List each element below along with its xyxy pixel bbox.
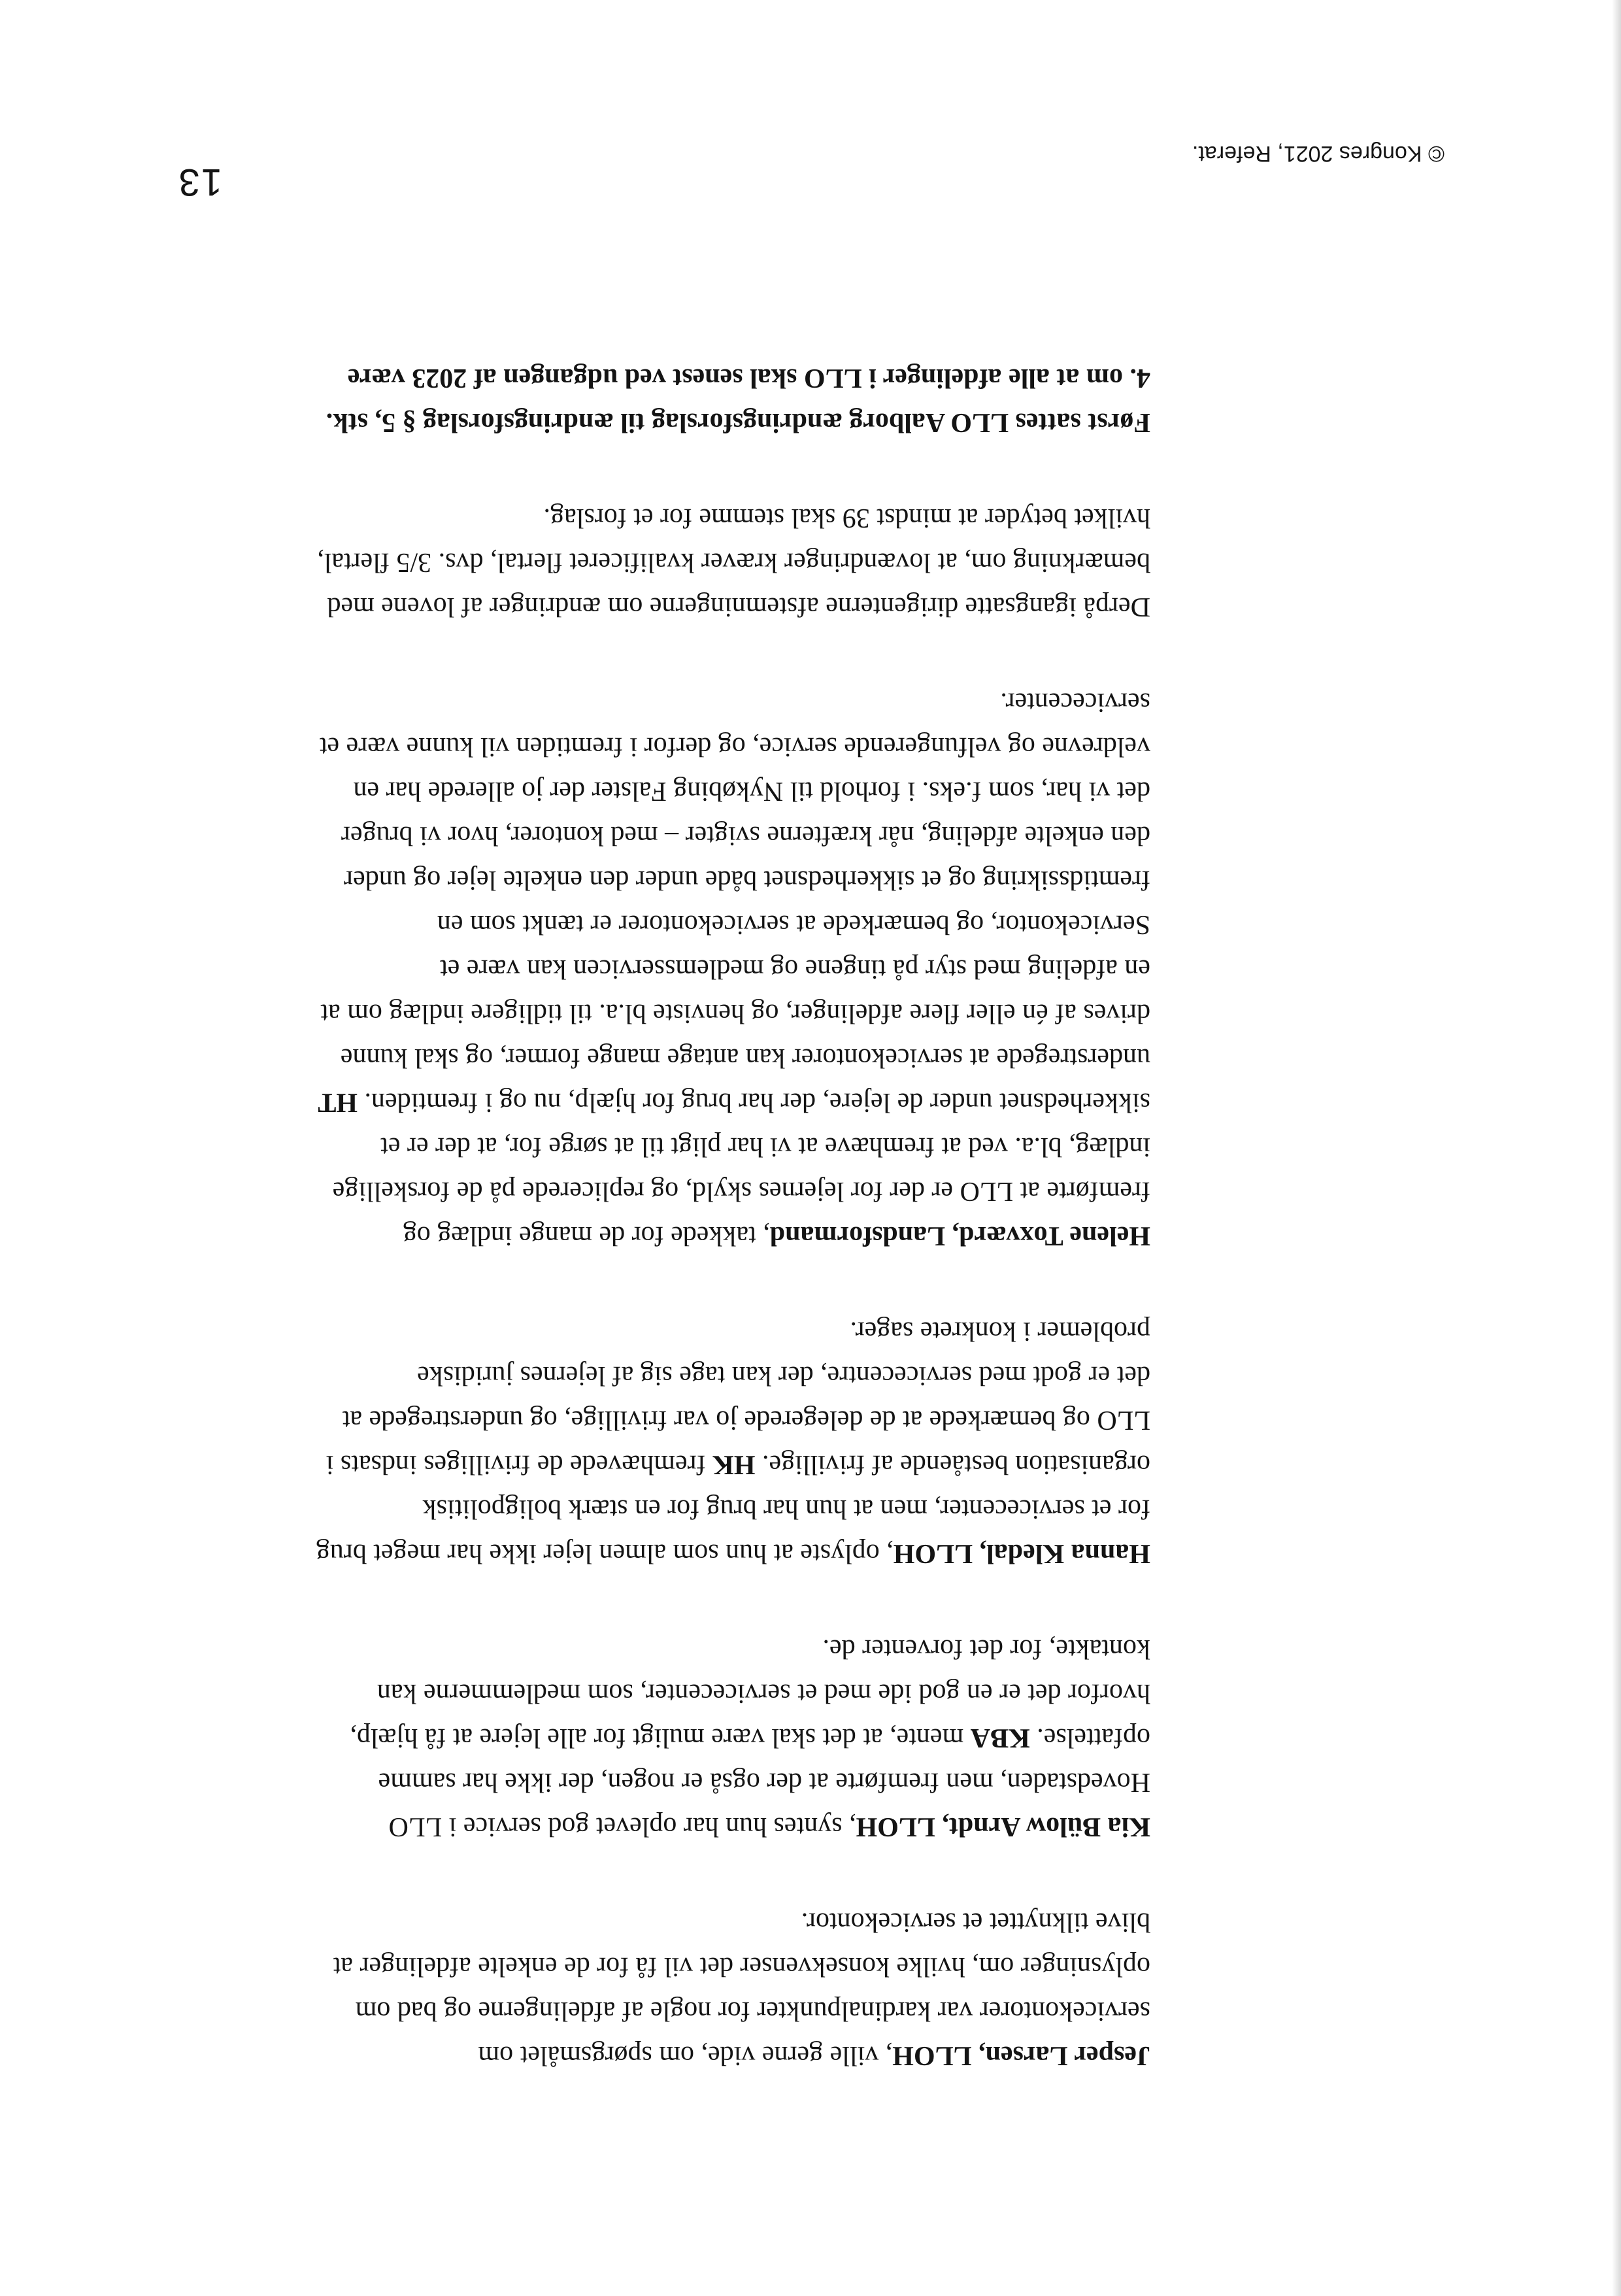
text-segment: , ville gerne vide, om spørgsmålet om bbox=[478, 2040, 893, 2070]
text-line bbox=[170, 1213, 1150, 1258]
text-line bbox=[170, 1989, 1150, 2033]
text-line bbox=[170, 496, 1150, 540]
text-line bbox=[170, 902, 1150, 947]
text-line bbox=[170, 540, 1150, 584]
paragraph bbox=[170, 356, 1150, 445]
text-line bbox=[170, 1309, 1150, 1353]
bold-text: KBA bbox=[970, 1723, 1030, 1753]
text-segment: opfattelse. bbox=[1029, 1723, 1150, 1753]
bold-text: 4. om at alle afdelinger i LLO skal senest ved udgangen af 2023 være bbox=[347, 363, 1150, 393]
bold-text: HK bbox=[712, 1449, 756, 1479]
text-line bbox=[170, 1900, 1150, 1944]
text-segment: , takkede for de mange indlæg og bbox=[403, 1221, 770, 1251]
text-segment: det er godt med servicecentre, der kan tage sig af lejernes juridiske bbox=[417, 1360, 1150, 1391]
text-line bbox=[170, 1080, 1150, 1124]
text-line bbox=[170, 1353, 1150, 1398]
paragraph bbox=[170, 1900, 1150, 2078]
text-segment: veldrevne og velfungerende service, og derfor i fremtiden vil kunne være et bbox=[319, 732, 1150, 762]
bold-text: Først sattes LLO Aalborg ændringsforslag til ændringsforslag § 5, stk. bbox=[326, 407, 1150, 437]
text-segment: Servicekontor, og bemærkede at servicekontorer er tænkt som en bbox=[437, 909, 1150, 939]
text-line bbox=[170, 1944, 1150, 1989]
text-segment: , oplyste at hun som almen lejer ikke har meget brug bbox=[316, 1538, 894, 1568]
text-line bbox=[170, 724, 1150, 769]
text-line bbox=[170, 1487, 1150, 1531]
bold-text: Kia Bülow Arndt, LLOH bbox=[856, 1812, 1150, 1842]
text-segment: drives af én eller flere afdelinger, og henviste bl.a. til tidligere indlæg om at bbox=[320, 998, 1150, 1028]
bold-text: Helene Toxværd, Landsformand bbox=[769, 1221, 1150, 1251]
page-number: 13 bbox=[177, 161, 222, 203]
text-segment: , syntes hun har oplevet god service i LLO bbox=[388, 1812, 856, 1842]
text-line bbox=[170, 947, 1150, 991]
text-line bbox=[170, 1531, 1150, 1576]
text-segment: bemærkning om, at lovændringer kræver kvalificeret flertal, dvs. 3/5 flertal, bbox=[317, 547, 1150, 577]
text-segment: understregede at servicekontorer kan antage mange former, og skal kunne bbox=[340, 1043, 1150, 1073]
text-line bbox=[170, 2033, 1150, 2078]
text-segment: en afdeling med styr på tingene og medlemsservicen kan være et bbox=[440, 954, 1150, 984]
text-segment: servicekontorer var kardinalpunkter for nogle af afdelingerne og bad om bbox=[355, 1996, 1150, 2026]
text-segment: kontakte, for det forventer de. bbox=[822, 1634, 1150, 1664]
text-segment: mente, at det skal være muligt for alle lejere at få hjælp, bbox=[350, 1723, 971, 1753]
paragraph bbox=[170, 1309, 1150, 1576]
bold-text: Hanna Kledal, LLOH bbox=[893, 1538, 1150, 1568]
text-line bbox=[170, 769, 1150, 813]
text-line bbox=[170, 1036, 1150, 1080]
text-segment: hvilket betyder at mindst 39 skal stemme for et forslag. bbox=[543, 503, 1150, 533]
text-segment: Derpå igangsatte dirigenterne afstemningerne om ændringer af lovene med bbox=[327, 592, 1150, 622]
text-line bbox=[170, 1124, 1150, 1169]
text-segment: fremførte at LLO er der for lejernes skyld, og replicerede på de forskellige bbox=[332, 1176, 1150, 1206]
text-line bbox=[170, 1760, 1150, 1804]
text-segment: fremhævede de frivilliges indsats i bbox=[326, 1449, 713, 1479]
text-segment: den enkelte afdeling, når kræfterne svigter – med kontorer, hvor vi bruger bbox=[341, 820, 1150, 851]
text-line bbox=[170, 1442, 1150, 1487]
text-segment: sikkerhedsnet under de lejere, der har brug for hjælp, nu og i fremtiden. bbox=[358, 1087, 1150, 1117]
text-segment: servicecenter. bbox=[1000, 687, 1150, 717]
text-segment: blive tilknyttet et servicekontor. bbox=[801, 1907, 1150, 1937]
body-text bbox=[170, 305, 1150, 2078]
text-segment: oplysninger om, hvilke konsekvenser det vil få for de enkelte afdelinger at bbox=[333, 1951, 1150, 1982]
text-line bbox=[170, 400, 1150, 445]
text-segment: indlæg, bl.a. ved at fremhæve at vi har pligt til at sørge for, at der er et bbox=[380, 1132, 1150, 1162]
text-line bbox=[170, 1627, 1150, 1671]
text-segment: problemer i konkrete sager. bbox=[850, 1316, 1150, 1346]
text-line bbox=[170, 1169, 1150, 1213]
bold-text: Jesper Larsen, LLOH bbox=[892, 2040, 1150, 2070]
text-line bbox=[170, 356, 1150, 400]
paragraph bbox=[170, 496, 1150, 629]
text-line bbox=[170, 858, 1150, 902]
text-segment: organisation bestående af frivillige. bbox=[755, 1449, 1150, 1479]
text-segment: for et servicecenter, men at hun har brug for en stærk boligpolitisk bbox=[422, 1494, 1150, 1524]
footer-copyright: © Kongres 2021, Referat. bbox=[1192, 141, 1445, 166]
text-segment: det vi har, som f.eks. i forhold til Nykøbing Falster der jo allerede har en bbox=[353, 776, 1150, 806]
text-line bbox=[170, 1804, 1150, 1849]
text-line bbox=[170, 813, 1150, 858]
paragraph bbox=[170, 680, 1150, 1258]
text-segment: fremtidssikring og et sikkerhedsnet både under den enkelte lejer og under bbox=[344, 865, 1150, 895]
text-segment: Hovedstaden, men fremførte at der også er nogen, der ikke har samme bbox=[378, 1767, 1150, 1797]
text-line bbox=[170, 991, 1150, 1036]
bold-text: HT bbox=[318, 1087, 358, 1117]
paragraph bbox=[170, 1627, 1150, 1849]
text-segment: LLO og bemærkede at de delegerede jo var frivillige, og understregede at bbox=[342, 1405, 1150, 1435]
text-segment: hvorfor det er en god ide med et servicecenter, som medlemmerne kan bbox=[376, 1678, 1150, 1708]
text-line bbox=[170, 1398, 1150, 1442]
text-line bbox=[170, 680, 1150, 724]
text-line bbox=[170, 1671, 1150, 1715]
text-line bbox=[170, 584, 1150, 629]
text-line bbox=[170, 1715, 1150, 1760]
